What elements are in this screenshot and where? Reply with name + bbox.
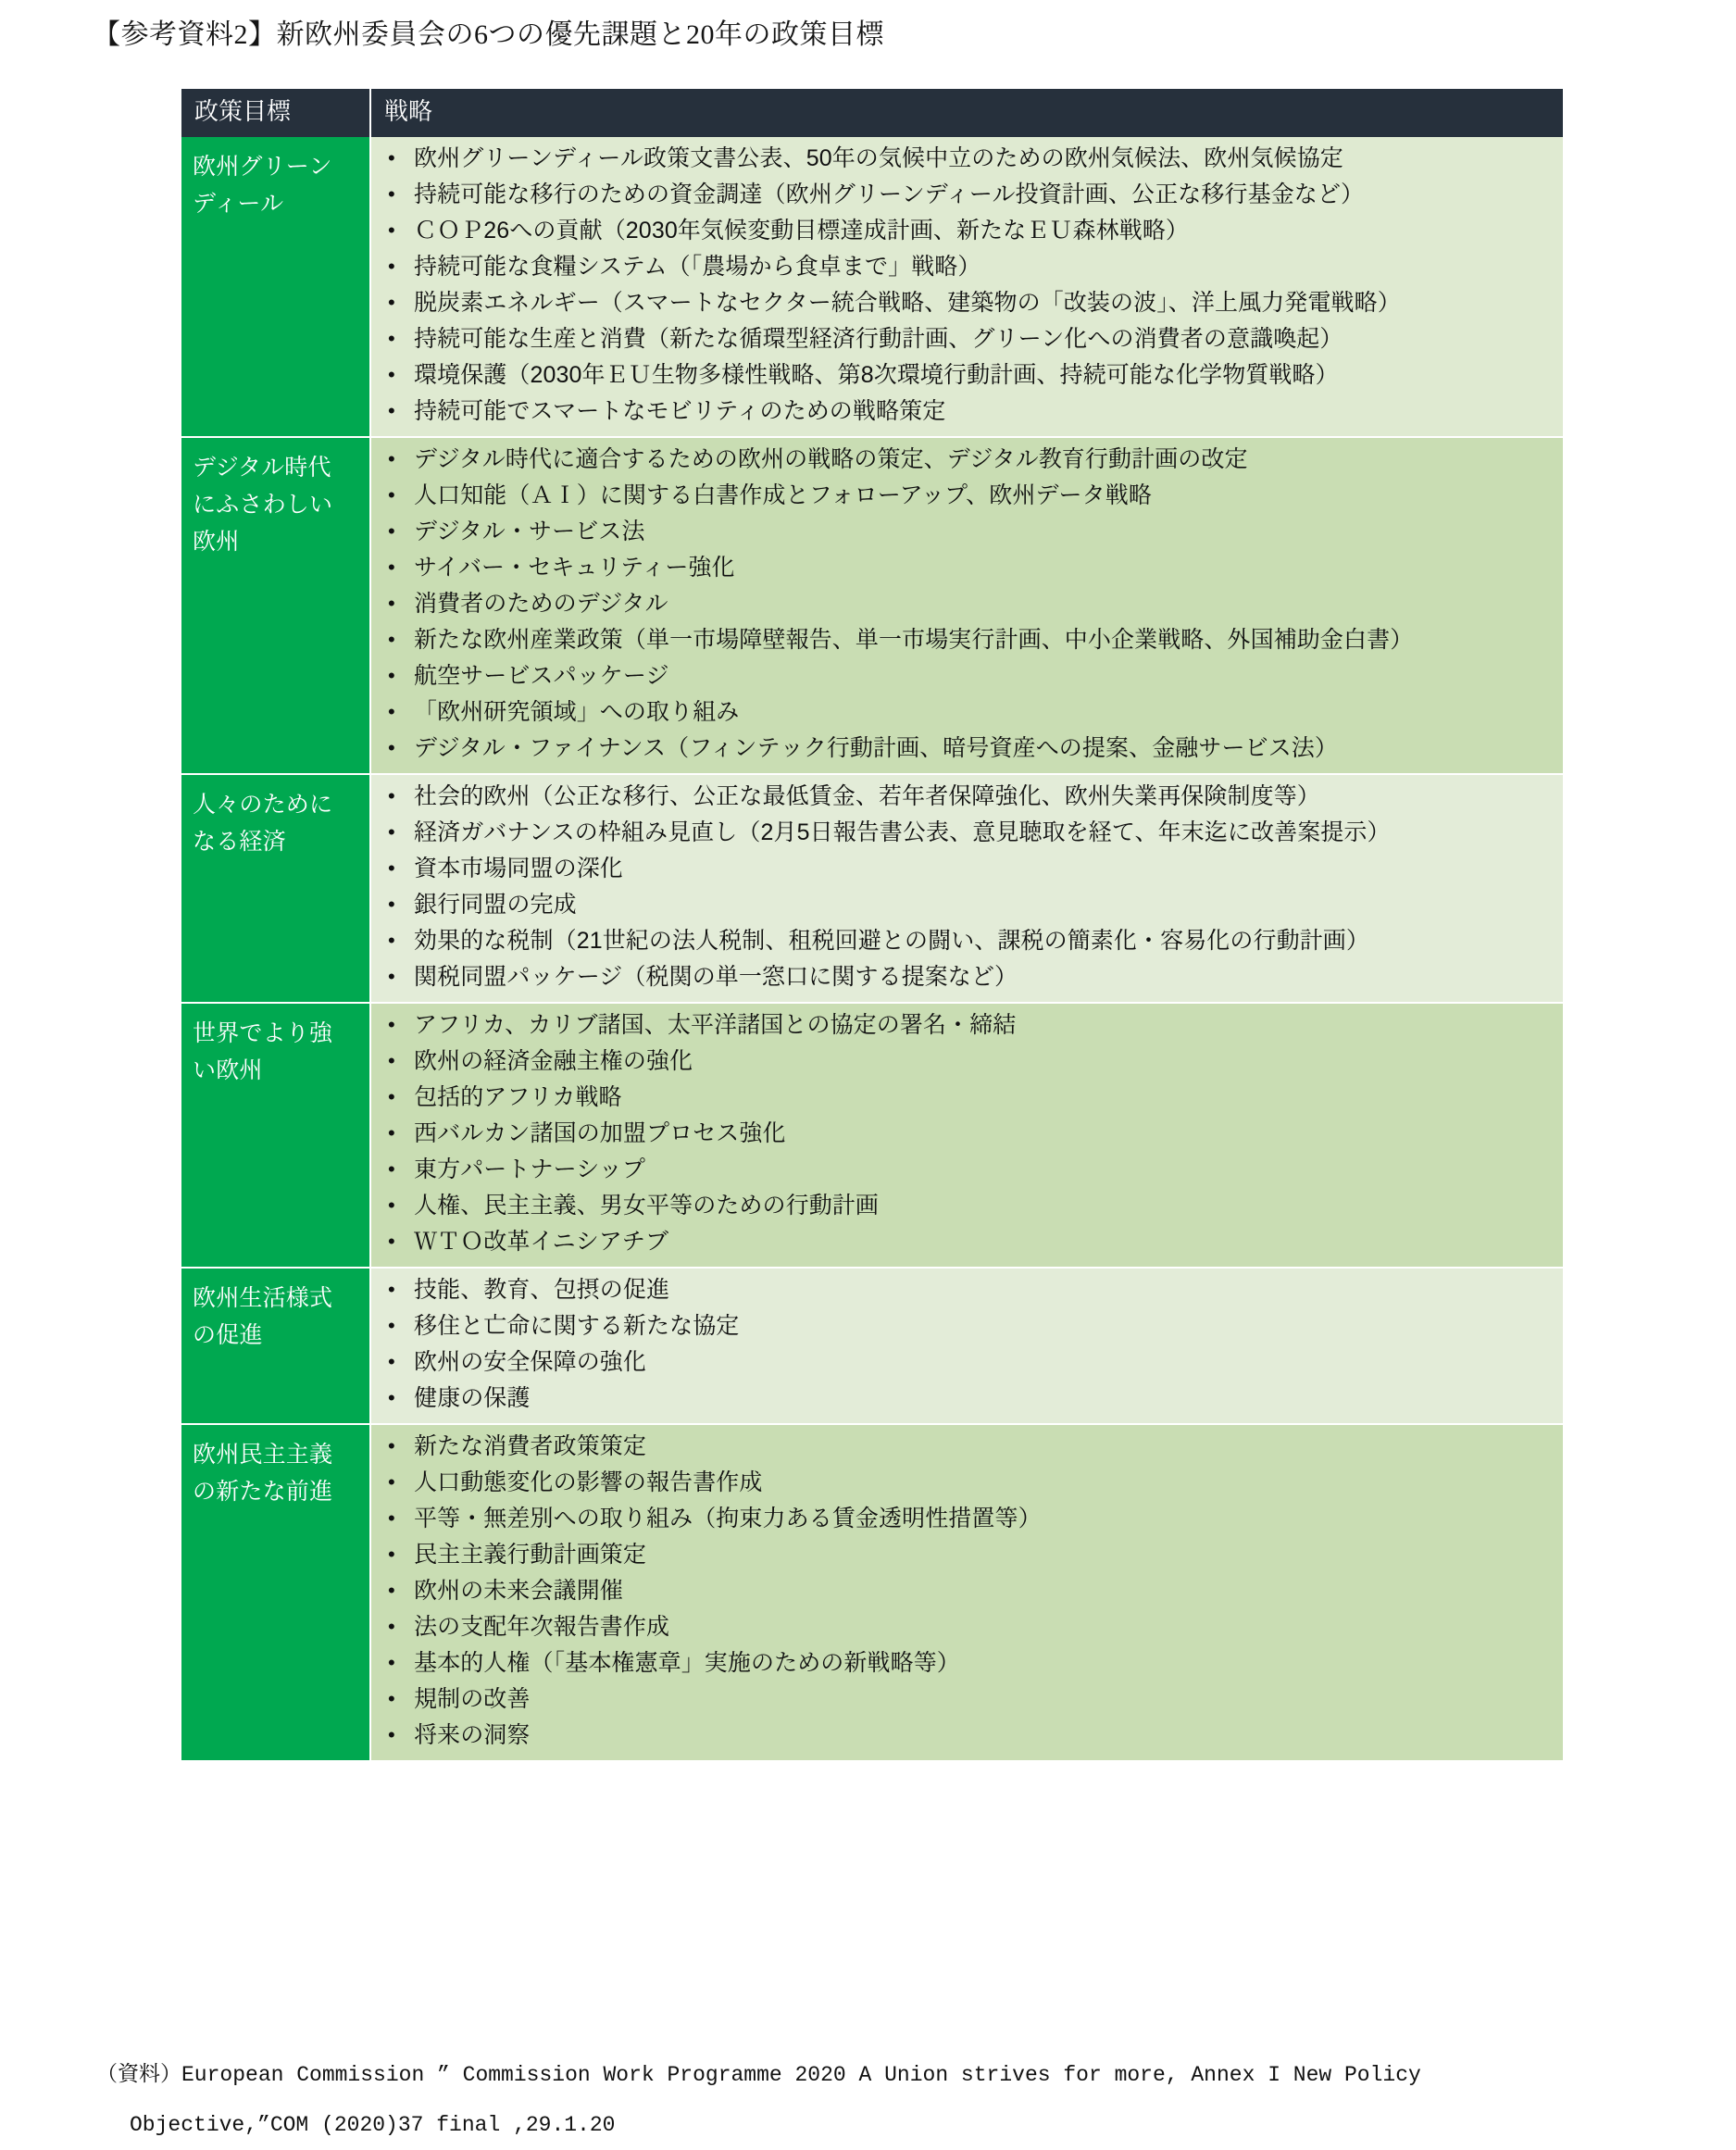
bullet-icon: • (388, 1194, 395, 1217)
table-row (181, 1424, 1563, 1761)
strategy-text: 健康の保護 (414, 1385, 531, 1411)
bullet-icon: • (388, 1157, 395, 1181)
list-item (379, 554, 1554, 581)
list-item (379, 181, 1554, 208)
strategy-text: 法の支配年次報告書作成 (414, 1614, 670, 1640)
policy-goal-cell (181, 1424, 370, 1761)
policy-goal-line: 欧州 (193, 529, 240, 555)
policy-goal-line: ディール (193, 191, 284, 217)
bullet-icon: • (388, 736, 395, 759)
strategy-text: 人権、民主主義、男女平等のための行動計画 (414, 1193, 880, 1219)
list-item (379, 1649, 1554, 1677)
list-item (379, 518, 1554, 545)
list-item (379, 782, 1554, 810)
bullet-icon: • (388, 1543, 395, 1566)
list-item (379, 1228, 1554, 1256)
strategy-text: 新たな欧州産業政策（単一市場障壁報告、単一市場実行計画、中小企業戦略、外国補助金白書） (414, 627, 1414, 653)
policy-table-container (181, 89, 1563, 1762)
bullet-icon: • (388, 893, 395, 916)
bullet-icon: • (388, 182, 395, 206)
bullet-icon: • (388, 1615, 395, 1638)
strategy-text: 東方パートナーシップ (414, 1156, 646, 1182)
policy-goal-line: 欧州民主主義 (193, 1442, 333, 1468)
bullet-icon: • (388, 820, 395, 844)
bullet-icon: • (388, 255, 395, 278)
bullet-icon: • (388, 399, 395, 422)
strategy-text: 欧州の未来会議開催 (414, 1578, 623, 1604)
list-item (379, 1192, 1554, 1219)
strategy-text: 人口動態変化の影響の報告書作成 (414, 1469, 763, 1495)
table-row (181, 137, 1563, 437)
list-item (379, 325, 1554, 353)
column-header-policy-goal: 政策目標 (181, 89, 370, 137)
strategy-text: 移住と亡命に関する新たな協定 (414, 1313, 740, 1339)
list-item (379, 361, 1554, 389)
strategy-list (379, 445, 1554, 762)
bullet-icon: • (388, 1013, 395, 1036)
bullet-icon: • (388, 929, 395, 952)
policy-goal-cell (181, 1003, 370, 1268)
bullet-icon: • (388, 1506, 395, 1530)
table-row (181, 437, 1563, 774)
bullet-icon: • (388, 291, 395, 314)
list-item (379, 1721, 1554, 1749)
policy-goal-line: い欧州 (193, 1057, 263, 1083)
bullet-icon: • (388, 219, 395, 242)
strategy-text: 持続可能な生産と消費（新たな循環型経済行動計画、グリーン化への消費者の意識喚起） (414, 326, 1343, 352)
list-item (379, 1312, 1554, 1340)
list-item (379, 1047, 1554, 1075)
list-item (379, 397, 1554, 425)
bullet-icon: • (388, 1350, 395, 1373)
policy-objectives-table (181, 89, 1563, 1762)
strategy-text: 技能、教育、包摂の促進 (414, 1277, 670, 1303)
page-title: 【参考資料2】新欧州委員会の6つの優先課題と20年の政策目標 (93, 19, 884, 50)
list-item (379, 1613, 1554, 1641)
list-item (379, 1469, 1554, 1496)
bullet-icon: • (388, 483, 395, 506)
policy-goal-line: の新たな前進 (193, 1479, 333, 1505)
strategy-text: 持続可能でスマートなモビリティのための戦略策定 (414, 398, 946, 424)
bullet-icon: • (388, 146, 395, 169)
strategy-text: 欧州の経済金融主権の強化 (414, 1048, 693, 1074)
bullet-icon: • (388, 664, 395, 687)
bullet-icon: • (388, 1278, 395, 1301)
strategy-list (379, 1432, 1554, 1749)
list-item (379, 590, 1554, 618)
list-item (379, 1432, 1554, 1460)
bullet-icon: • (388, 700, 395, 723)
list-item (379, 289, 1554, 317)
strategy-cell (370, 774, 1563, 1003)
bullet-icon: • (388, 965, 395, 988)
bullet-icon: • (388, 327, 395, 350)
table-body (181, 137, 1563, 1761)
bullet-icon: • (388, 1049, 395, 1072)
bullet-icon: • (388, 1314, 395, 1337)
bullet-icon: • (388, 1651, 395, 1674)
strategy-cell (370, 1424, 1563, 1761)
list-item (379, 1685, 1554, 1713)
bullet-icon: • (388, 628, 395, 651)
list-item (379, 819, 1554, 846)
bullet-icon: • (388, 856, 395, 880)
list-item (379, 891, 1554, 919)
list-item (379, 626, 1554, 654)
strategy-text: 経済ガバナンスの枠組み見直し（2月5日報告書公表、意見聴取を経て、年末迄に改善案提示） (414, 819, 1391, 845)
list-item (379, 445, 1554, 473)
strategy-text: 欧州の安全保障の強化 (414, 1349, 647, 1375)
list-item (379, 662, 1554, 690)
bullet-icon: • (388, 1121, 395, 1144)
policy-goal-cell (181, 137, 370, 437)
bullet-icon: • (388, 1470, 395, 1494)
strategy-cell (370, 437, 1563, 774)
policy-goal-line: 世界でより強 (193, 1020, 333, 1046)
strategy-text: 民主主義行動計画策定 (414, 1542, 647, 1568)
policy-goal-line: にふさわしい (193, 492, 333, 518)
table-row (181, 774, 1563, 1003)
policy-goal-line: 欧州グリーン (193, 154, 332, 180)
policy-goal-line: の促進 (193, 1322, 263, 1348)
strategy-text: 基本的人権（「基本権憲章」実施のための新戦略等） (414, 1650, 960, 1676)
list-item (379, 1083, 1554, 1111)
strategy-text: 包括的アフリカ戦略 (414, 1084, 622, 1110)
policy-goal-cell (181, 774, 370, 1003)
list-item (379, 698, 1554, 726)
list-item (379, 1119, 1554, 1147)
bullet-icon: • (388, 784, 395, 807)
bullet-icon: • (388, 1085, 395, 1108)
list-item (379, 1541, 1554, 1569)
strategy-text: 欧州グリーンディール政策文書公表、50年の気候中立のための欧州気候法、欧州気候協定 (414, 145, 1343, 171)
bullet-icon: • (388, 1723, 395, 1746)
strategy-text: 平等・無差別への取り組み（拘束力ある賃金透明性措置等） (414, 1506, 1042, 1531)
table-header-row (181, 89, 1563, 137)
strategy-text: 新たな消費者政策策定 (414, 1433, 647, 1459)
strategy-text: 航空サービスパッケージ (414, 663, 669, 689)
strategy-text: 環境保護（2030年ＥＵ生物多様性戦略、第8次環境行動計画、持続可能な化学物質戦略） (414, 362, 1339, 388)
list-item (379, 1577, 1554, 1605)
strategy-text: 西バルカン諸国の加盟プロセス強化 (414, 1120, 786, 1146)
strategy-cell (370, 137, 1563, 437)
bullet-icon: • (388, 1579, 395, 1602)
bullet-icon: • (388, 519, 395, 543)
list-item (379, 1276, 1554, 1304)
strategy-text: デジタル・サービス法 (414, 519, 645, 544)
strategy-list (379, 1011, 1554, 1256)
source-note (96, 2050, 1633, 2150)
strategy-text: 人口知能（ＡＩ）に関する白書作成とフォローアップ、欧州データ戦略 (414, 482, 1152, 508)
strategy-text: ＷＴＯ改革イニシアチブ (414, 1229, 669, 1255)
strategy-list (379, 144, 1554, 425)
bullet-icon: • (388, 1434, 395, 1457)
list-item (379, 1011, 1554, 1039)
policy-goal-line: なる経済 (193, 829, 286, 855)
policy-goal-line: 人々のために (193, 792, 333, 818)
policy-goal-line: 欧州生活様式 (193, 1285, 333, 1311)
list-item (379, 963, 1554, 991)
policy-goal-line: デジタル時代 (193, 455, 331, 481)
strategy-list (379, 1276, 1554, 1412)
list-item (379, 855, 1554, 882)
list-item (379, 217, 1554, 244)
source-note-line-2: Objective,”COM (2020)37 final ,29.1.20 (130, 2113, 616, 2137)
list-item (379, 734, 1554, 762)
strategy-text: サイバー・セキュリティー強化 (414, 555, 735, 581)
list-item (379, 1505, 1554, 1532)
source-note-line-1: （資料）European Commission ” Commission Work Programme 2020 A Union strives for more, Annex I New Policy (96, 2063, 1421, 2087)
bullet-icon: • (388, 447, 395, 470)
strategy-text: 規制の改善 (414, 1686, 531, 1712)
list-item (379, 1348, 1554, 1376)
strategy-text: 関税同盟パッケージ（税関の単一窓口に関する提案など） (414, 964, 1018, 990)
strategy-cell (370, 1268, 1563, 1424)
strategy-text: 資本市場同盟の深化 (414, 856, 623, 881)
bullet-icon: • (388, 1687, 395, 1710)
policy-goal-cell (181, 437, 370, 774)
list-item (379, 253, 1554, 281)
strategy-text: 社会的欧州（公正な移行、公正な最低賃金、若年者保障強化、欧州失業再保険制度等） (414, 783, 1320, 809)
policy-goal-cell (181, 1268, 370, 1424)
column-header-strategy: 戦略 (370, 89, 1563, 137)
strategy-text: 銀行同盟の完成 (414, 892, 577, 918)
table-header (181, 89, 1563, 137)
strategy-text: 「欧州研究領域」への取り組み (414, 699, 740, 725)
list-item (379, 144, 1554, 172)
strategy-cell (370, 1003, 1563, 1268)
bullet-icon: • (388, 363, 395, 386)
list-item (379, 927, 1554, 955)
strategy-text: デジタル・ファイナンス（フィンテック行動計画、暗号資産への提案、金融サービス法） (414, 735, 1339, 761)
strategy-text: デジタル時代に適合するための欧州の戦略の策定、デジタル教育行動計画の改定 (414, 446, 1248, 472)
strategy-text: 将来の洞察 (414, 1722, 531, 1748)
list-item (379, 481, 1554, 509)
bullet-icon: • (388, 592, 395, 615)
bullet-icon: • (388, 1386, 395, 1409)
strategy-text: 脱炭素エネルギー（スマートなセクター統合戦略、建築物の「改装の波」、洋上風力発電戦略） (414, 290, 1401, 316)
list-item (379, 1384, 1554, 1412)
strategy-text: 効果的な税制（21世紀の法人税制、租税回避との闘い、課税の簡素化・容易化の行動計画） (414, 928, 1370, 954)
list-item (379, 1156, 1554, 1183)
strategy-text: 持続可能な食糧システム（「農場から食卓まで」戦略） (414, 254, 981, 280)
table-row (181, 1268, 1563, 1424)
strategy-text: 持続可能な移行のための資金調達（欧州グリーンディール投資計画、公正な移行基金など） (414, 181, 1365, 207)
strategy-list (379, 782, 1554, 991)
bullet-icon: • (388, 556, 395, 579)
strategy-text: 消費者のためのデジタル (414, 591, 668, 617)
table-row (181, 1003, 1563, 1268)
strategy-text: ＣＯＰ26への貢献（2030年気候変動目標達成計画、新たなＥＵ森林戦略） (414, 218, 1190, 244)
bullet-icon: • (388, 1230, 395, 1253)
strategy-text: アフリカ、カリブ諸国、太平洋諸国との協定の署名・締結 (414, 1012, 1017, 1038)
